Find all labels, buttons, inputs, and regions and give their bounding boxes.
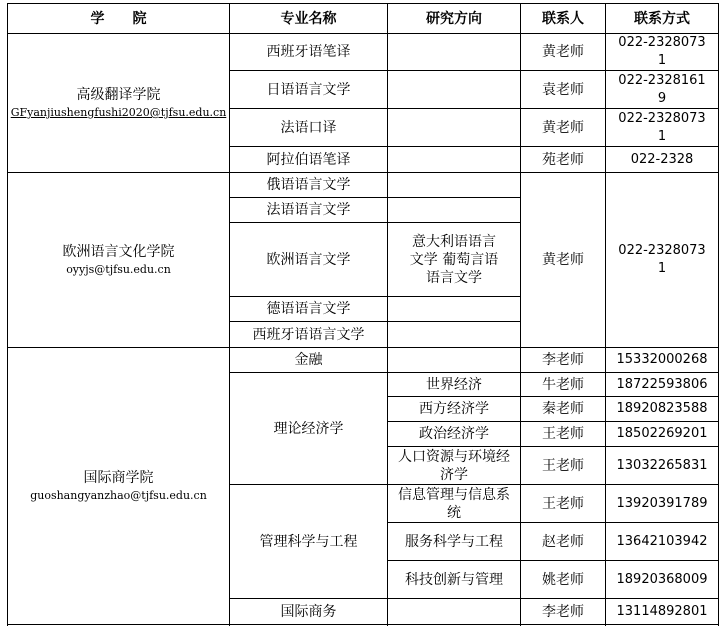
direction-cell: 信息管理与信息系统 — [398, 486, 510, 521]
header-contact: 联系人 — [542, 10, 584, 27]
phone-cell: 13032265831 — [616, 457, 708, 473]
major-cell: 欧洲语言文学 — [266, 251, 351, 268]
phone-cell: 022-23280731 — [618, 110, 706, 144]
college-cell — [8, 173, 229, 347]
college-email: oyyjs@tjfsu.edu.cn — [66, 263, 171, 276]
direction-cell: 意大利语语言文学 葡萄言语语言文学 — [409, 233, 499, 286]
phone-cell: 18722593806 — [616, 376, 708, 392]
college-cell — [8, 348, 229, 624]
major-cell: 阿拉伯语笔译 — [266, 151, 351, 168]
phone-cell: 13642103942 — [616, 533, 708, 549]
header-college: 学 院 — [90, 10, 147, 27]
direction-cell: 世界经济 — [426, 376, 482, 393]
contact-cell: 黄老师 — [542, 119, 584, 136]
contact-cell: 牛老师 — [542, 376, 584, 393]
phone-cell: 022-2328 — [630, 151, 694, 167]
grid-line — [718, 3, 719, 626]
direction-cell: 服务科学与工程 — [405, 533, 503, 550]
contact-cell: 赵老师 — [542, 533, 584, 550]
contact-cell: 王老师 — [542, 426, 584, 442]
phone-cell: 022-23280731 — [618, 35, 706, 68]
direction-cell: 科技创新与管理 — [405, 571, 503, 588]
college-email: guoshangyanzhao@tjfsu.edu.cn — [30, 489, 207, 502]
major-cell: 法语口译 — [280, 119, 337, 136]
grid-line — [7, 624, 719, 625]
contact-cell: 袁老师 — [542, 81, 584, 98]
major-cell: 法语语言文学 — [266, 202, 351, 218]
phone-cell: 15332000268 — [616, 352, 708, 367]
college-name: 欧洲语言文化学院 — [62, 244, 175, 260]
phone-cell: 022-23281619 — [618, 72, 706, 106]
contact-cell: 秦老师 — [542, 401, 584, 417]
direction-cell: 政治经济学 — [419, 426, 489, 442]
major-cell: 德语语言文学 — [266, 301, 351, 317]
header-major: 专业名称 — [280, 10, 337, 27]
direction-cell: 人口资源与环境经济学 — [398, 448, 510, 483]
major-cell: 金融 — [294, 352, 323, 368]
header-phone: 联系方式 — [634, 10, 690, 27]
phone-cell: 18920823588 — [616, 401, 708, 416]
phone-cell: 022-23280731 — [618, 243, 706, 276]
contact-cell: 黄老师 — [542, 252, 584, 268]
direction-cell: 西方经济学 — [419, 401, 489, 417]
college-name: 国际商学院 — [83, 470, 154, 486]
college-cell — [8, 34, 229, 172]
contact-cell: 王老师 — [542, 457, 584, 474]
major-cell: 西班牙语语言文学 — [252, 326, 365, 343]
contact-cell: 苑老师 — [542, 151, 584, 168]
major-cell: 俄语语言文学 — [266, 177, 351, 193]
contact-cell: 姚老师 — [542, 571, 584, 588]
phone-cell: 13114892801 — [616, 603, 708, 619]
phone-cell: 18502269201 — [616, 426, 708, 441]
major-cell: 理论经济学 — [273, 420, 344, 437]
major-cell: 国际商务 — [280, 603, 337, 620]
major-cell: 管理科学与工程 — [259, 533, 358, 550]
contact-cell: 李老师 — [542, 352, 584, 368]
header-direction: 研究方向 — [426, 10, 482, 27]
major-cell: 西班牙语笔译 — [266, 44, 351, 60]
contact-cell: 李老师 — [542, 603, 584, 620]
contact-cell: 黄老师 — [542, 44, 584, 60]
college-name: 高级翻译学院 — [76, 87, 161, 103]
contact-cell: 王老师 — [542, 495, 584, 512]
phone-cell: 13920391789 — [616, 495, 708, 511]
phone-cell: 18920368009 — [616, 571, 708, 587]
major-cell: 日语语言文学 — [266, 81, 351, 98]
college-email-link[interactable]: GFyanjiushengfushi2020@tjfsu.edu.cn — [10, 106, 227, 119]
